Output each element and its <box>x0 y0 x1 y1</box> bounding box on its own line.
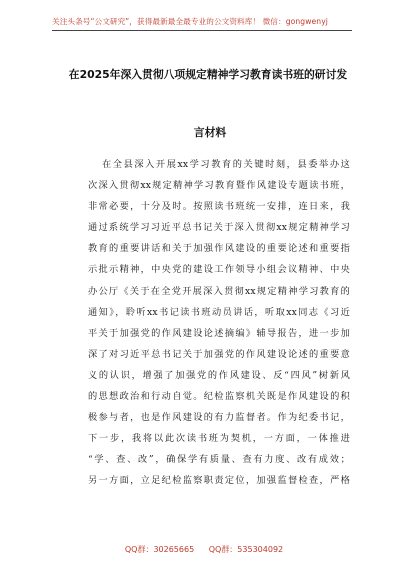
body-line: 义的认识，增强了加强党的作风建设、反“四风”树新风 <box>88 369 350 381</box>
body-line: 教育的重要讲话和关于加强作风建设的重要论述和重要指 <box>88 243 350 255</box>
promo-header: 关注头条号“公文研究”，获得最新最全最专业的公文资料库！ 微信：gongwenyj <box>52 17 328 26</box>
body-line: 极参与者，也是作风建设的有力监督者。作为纪委书记， <box>88 412 350 424</box>
promo-footer <box>0 544 408 555</box>
body-line: 另一方面，立足纪检监察职责定位，加强监督检查，严格 <box>88 475 350 487</box>
body-line: “学、查、改”，确保学有质量、查有力度、改有成效； <box>88 454 350 466</box>
body-line: 通知》，聆听xx书记读书班动员讲话，听取xx同志《习近 <box>88 306 350 318</box>
body-line: 下一步，我将以此次读书班为契机，一方面，一体推进 <box>88 433 350 445</box>
body-line: 示批示精神，中央党的建设工作领导小组会议精神、中央 <box>88 264 350 276</box>
qq-group-1: QQ群：30265665 <box>124 545 195 554</box>
body-line: 非常必要，十分及时。按照读书班统一安排，连日来，我 <box>88 201 350 213</box>
document-title-line-2: 言材料 <box>193 126 227 139</box>
body-line: 平关于加强党的作风建设论述摘编》辅导报告，进一步加 <box>88 327 350 339</box>
header-divider <box>52 30 352 31</box>
body-line: 在全县深入开展xx学习教育的关键时刻，县委举办这 <box>102 159 350 170</box>
document-title-line-1: 在2025年深入贯彻八项规定精神学习教育读书班的研讨发 <box>68 68 348 81</box>
qq-group-2: QQ群：535304092 <box>208 545 284 554</box>
body-line: 办公厅《关于在全党开展深入贯彻xx规定精神学习教育的 <box>88 285 350 297</box>
body-line: 次深入贯彻xx规定精神学习教育暨作风建设专题读书班， <box>88 180 350 192</box>
document-body <box>88 154 350 492</box>
body-line: 的思想政治和行动自觉。纪检监察机关既是作风建设的积 <box>88 391 350 403</box>
body-line: 深了对习近平总书记关于加强党的作风建设论述的重要意 <box>88 348 350 360</box>
body-line: 通过系统学习习近平总书记关于深入贯彻xx规定精神学习 <box>88 222 350 234</box>
